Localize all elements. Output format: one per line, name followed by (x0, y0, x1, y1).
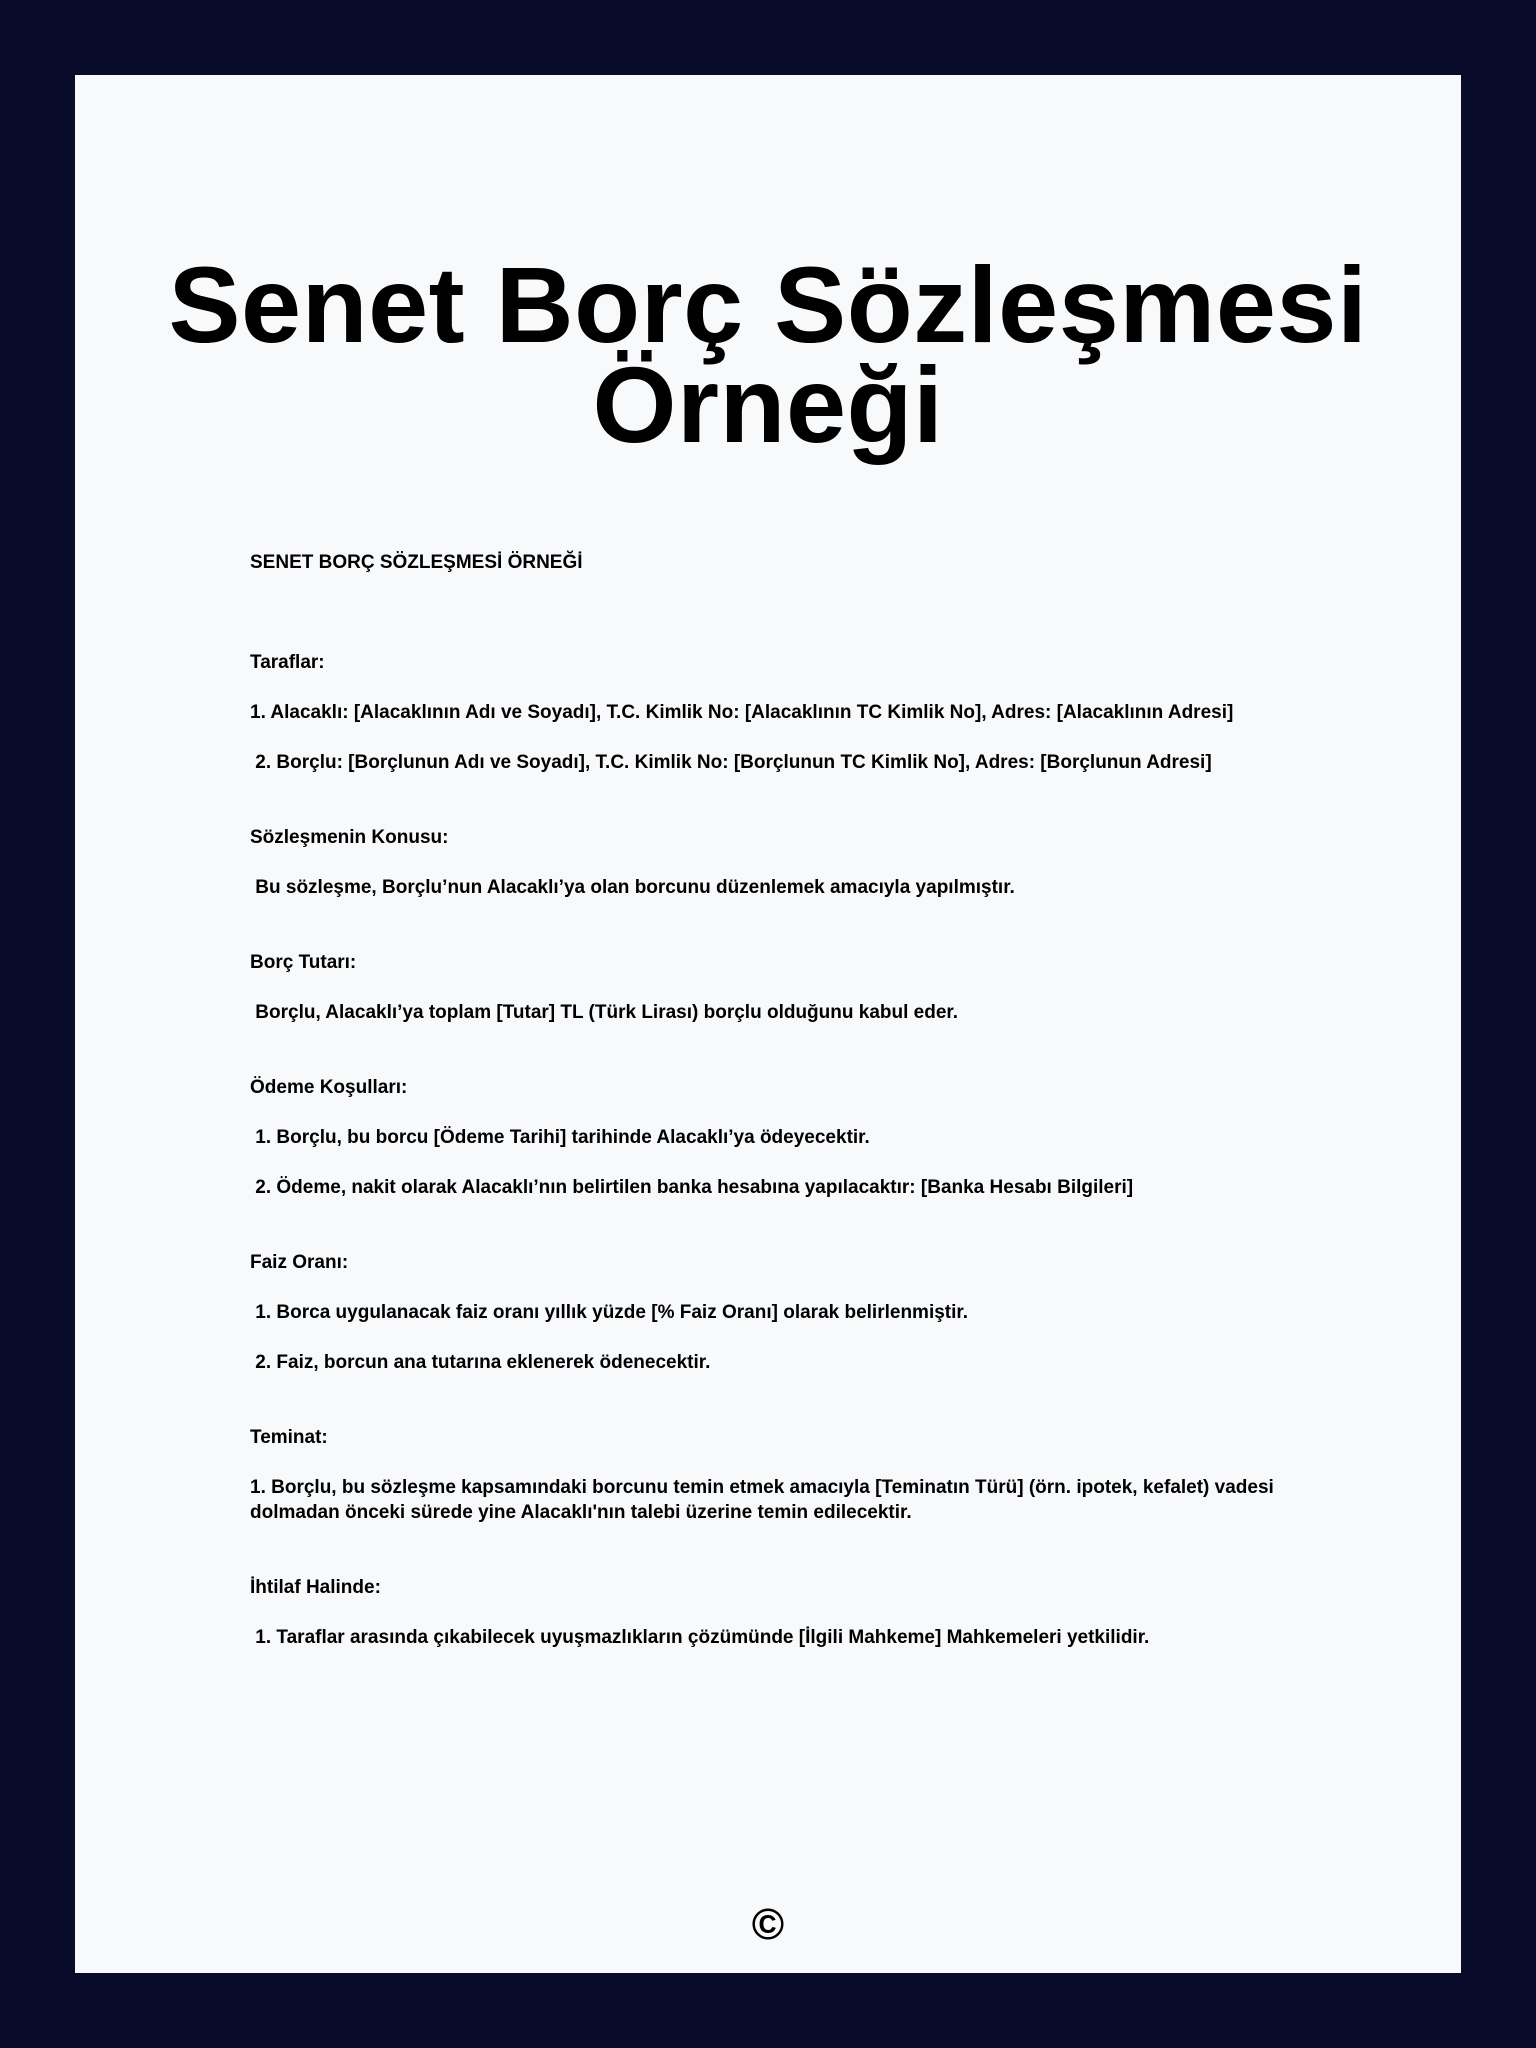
section-paragraph: 2. Faiz, borcun ana tutarına eklenerek ödenecektir. (250, 1352, 711, 1373)
section (250, 825, 1360, 900)
sections-container (250, 650, 1360, 1650)
section (250, 1250, 1360, 1375)
section (250, 1575, 1360, 1650)
section (250, 1425, 1360, 1525)
section-title: Ödeme Koşulları: (250, 1077, 408, 1098)
section-paragraph: 2. Borçlu: [Borçlunun Adı ve Soyadı], T.C. Kimlik No: [Borçlunun TC Kimlik No], Adres: [Borçlunun Adresi] (250, 752, 1212, 773)
section-paragraph: Bu sözleşme, Borçlu’nun Alacaklı’ya olan borcunu düzenlemek amacıyla yapılmıştır. (250, 877, 1015, 898)
section (250, 950, 1360, 1025)
section-paragraph: 1. Taraflar arasında çıkabilecek uyuşmazlıkların çözümünde [İlgili Mahkeme] Mahkemeleri yetkilidir. (250, 1627, 1150, 1648)
page-title: Senet Borç Sözleşmesi Örneği (168, 244, 1368, 465)
section-paragraph: 2. Ödeme, nakit olarak Alacaklı’nın belirtilen banka hesabına yapılacaktır: [Banka Hesabı Bilgileri] (250, 1177, 1134, 1198)
section-paragraph: Borçlu, Alacaklı’ya toplam [Tutar] TL (Türk Lirası) borçlu olduğunu kabul eder. (250, 1002, 959, 1023)
section-title: İhtilaf Halinde: (250, 1577, 381, 1598)
document-body (250, 550, 1360, 1700)
section (250, 1075, 1360, 1200)
section-paragraph: 1. Borca uygulanacak faiz oranı yıllık yüzde [% Faiz Oranı] olarak belirlenmiştir. (250, 1302, 969, 1323)
section-title: Sözleşmenin Konusu: (250, 827, 449, 848)
section-title: Taraflar: (250, 652, 325, 673)
section-paragraph: 1. Alacaklı: [Alacaklının Adı ve Soyadı], T.C. Kimlik No: [Alacaklının TC Kimlik No], Adres: [Alacaklının Adresi] (250, 702, 1234, 723)
section-paragraph: 1. Borçlu, bu borcu [Ödeme Tarihi] tarihinde Alacaklı’ya ödeyecektir. (250, 1127, 870, 1148)
section-title: Faiz Oranı: (250, 1252, 349, 1273)
section-title: Teminat: (250, 1427, 328, 1448)
section-paragraph: 1. Borçlu, bu sözleşme kapsamındaki borcunu temin etmek amacıyla [Teminatın Türü] (örn. ipotek, kefalet) vadesi dolmadan önceki sürede yine Alacaklı'nın talebi üzerine temin edilecektir. (250, 1477, 1280, 1523)
section (250, 650, 1360, 775)
document-page (75, 75, 1461, 1973)
copyright-symbol: © (751, 1900, 785, 1949)
document-heading: SENET BORÇ SÖZLEŞMESİ ÖRNEĞİ (250, 552, 583, 573)
section-title: Borç Tutarı: (250, 952, 357, 973)
